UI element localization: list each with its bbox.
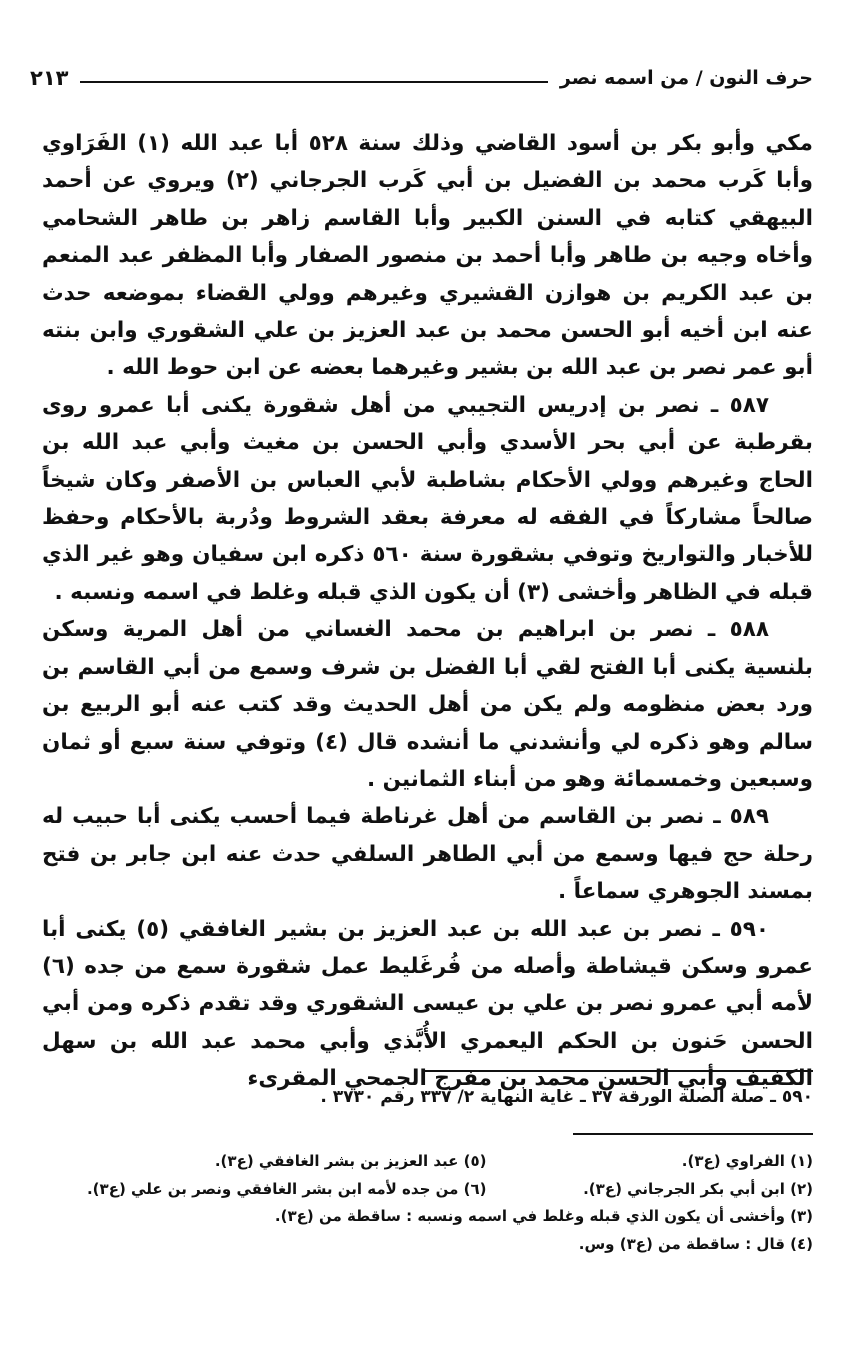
entry-number: ٥٨٨ ـ	[707, 617, 769, 643]
entry-587	[42, 387, 813, 611]
footnote-grid	[42, 1148, 813, 1203]
entry-number: ٥٩٠ ـ	[712, 916, 769, 942]
footnote-5: (٥) عبد العزيز بن بشر الغافقي (ع٣).	[214, 1152, 487, 1170]
entry-588	[42, 611, 813, 798]
source-note: ٥٩٠ ـ صلة الصلة الورقة ٣٧ ـ غاية النهاية ٢/ ٣٣٧ رقم ٣٧٣٠ .	[320, 1087, 813, 1107]
entry-text: نصر بن إدريس التجيبي من أهل شقورة يكنى أبا عمرو روى بقرطبة عن أبي بحر الأسدي وأبي الحسن بن مغيث وأبي عبد الله بن الحاج وغيرهم وولي الأحكام بشاطبة لأبي العباس بن الأصفر وكان شيخاً صالحاً مشاركاً في الفقه له معرفة بعقد الشروط ودُربة بالأحكام وحفظ للأخبار والتواريخ وتوفي بشقورة سنة ٥٦٠ ذكره ابن سفيان وهو غير الذي قبله في الظاهر وأخشى (٣) أن يكون الذي قبله وغلط في اسمه ونسبه .	[42, 392, 813, 605]
entry-text: نصر بن القاسم من أهل غرناطة فيما أحسب يكنى أبا حبيب له رحلة حج فيها وسمع من أبي الطاهر السلفي حدث عنه ابن جابر بن فتح بمسند الجوهري سماعاً .	[42, 804, 813, 905]
entry-text: نصر بن ابراهيم بن محمد الغساني من أهل المرية وسكن بلنسية يكنى أبا الفتح لقي أبا الفضل بن شرف وسمع من أبي القاسم بن ورد بعض منظومه ولم يكن من أهل الحديث وقد كتب عنه أبو الربيع بن سالم وهو ذكره لي وأنشدني ما أنشده قال (٤) وتوفي سنة سبع أو ثمان وسبعين وخمسمائة وهو من أبناء الثمانين .	[42, 617, 813, 792]
footnote-1: (١) الفراوي (ع٣).	[681, 1152, 813, 1170]
entry-number: ٥٨٩ ـ	[713, 804, 769, 830]
footnote-3: (٣) وأخشى أن يكون الذي قبله وغلط في اسمه ونسبه : ساقطة من (ع٣).	[274, 1207, 813, 1225]
source-divider	[423, 1070, 813, 1072]
header-rule	[80, 81, 547, 83]
footnotes	[42, 1148, 813, 1258]
running-header	[30, 60, 813, 96]
entry-text: نصر بن عبد الله بن عبد العزيز بن بشير الغافقي (٥) يكنى أبا عمرو وسكن قيشاطة وأصله من فُرغَليط عمل شقورة سمع من جده (٦) لأمه أبي عمرو نصر بن علي بن عيسى الشقوري وقد تقدم ذكره ومن أبي الحسن حَنون بن الحكم اليعمري الأُبَّذي وأبي محمد عبد الله بن سهل الكفيف وأبي الحسن محمد بن مفرج الجمحي المقرىء	[42, 916, 813, 1092]
section-title: حرف النون / من اسمه نصر	[559, 67, 813, 89]
footnote-6: (٦) من جده لأمه ابن بشر الغافقي ونصر بن علي (ع٣).	[86, 1179, 487, 1198]
footnote-divider	[573, 1133, 813, 1135]
paragraph-text: مكي وأبو بكر بن أسود القاضي وذلك سنة ٥٢٨ أبا عبد الله (١) الفَرَاوي وأبا كَرب محمد بن الفضيل بن أبي كَرب الجرجاني (٢) ويروي عن أحمد البيهقي كتابه في السنن الكبير وأبا القاسم زاهر بن طاهر الشحامي وأخاه وجيه بن طاهر وأبا أحمد بن منصور الصفار وأبا المظفر عبد المنعم بن عبد الكريم بن هوازن القشيري وغيرهم وولي القضاء بموضعه حدث عنه ابن أخيه أبو الحسن محمد بن عبد العزيز بن علي الشقوري وابن بنته أبو عمر نصر بن عبد الله بن بشير وغيرهما بعضه عن ابن حوط الله .	[42, 131, 813, 381]
entry-589	[42, 798, 813, 910]
entry-number: ٥٨٧ ـ	[710, 392, 769, 418]
footnote-4: (٤) قال : ساقطة من (ع٣) وس.	[578, 1234, 813, 1253]
paragraph-continuation	[42, 125, 813, 387]
body-text	[42, 125, 813, 1098]
page-number: ٢١٣	[30, 66, 69, 90]
footnote-2: (٢) ابن أبي بكر الجرجاني (ع٣).	[583, 1179, 813, 1198]
